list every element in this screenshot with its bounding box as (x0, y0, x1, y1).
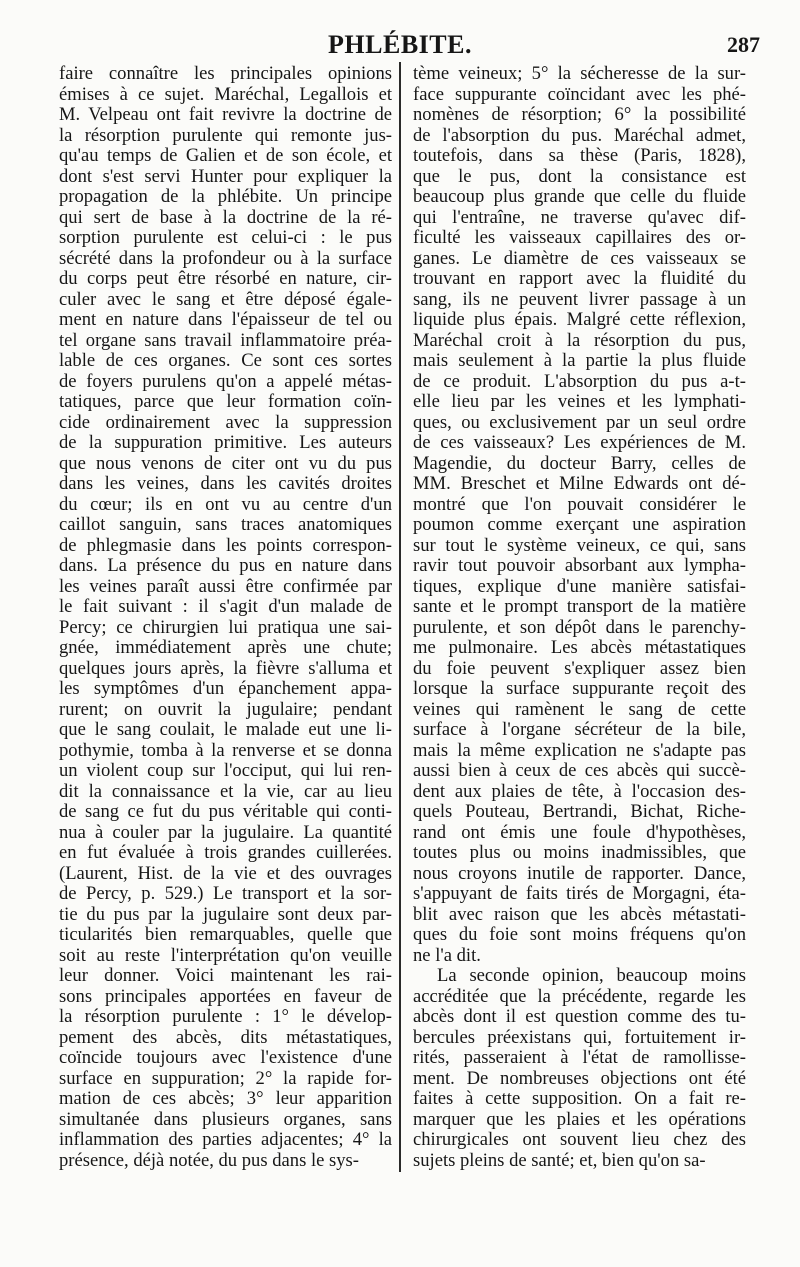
text-line: rités, passeraient à l'état de ramollisse- (413, 1048, 746, 1068)
text-line: la résorption purulente qui remonte jus- (59, 125, 392, 146)
text-line: qu'au temps de Galien et de son école, et (59, 146, 392, 166)
text-line: qui sert de base à la doctrine de la ré- (59, 207, 392, 228)
text-line: en fut évaluée à trois grandes cuillerées. (59, 843, 392, 863)
text-line: dans les veines, dans les cavités droites (59, 474, 392, 494)
text-line: tiques, explique d'une manière satisfai- (413, 576, 746, 597)
text-line: de Percy, p. 529.) Le transport et la sor- (59, 884, 392, 904)
text-line: Percy; ce chirurgien lui pratiqua une sai- (59, 617, 392, 638)
text-line: surface en suppuration; 2° la rapide for- (59, 1068, 392, 1089)
text-line: rurent; on ouvrit la jugulaire; pendant (59, 699, 392, 720)
text-line: abcès dont il est question comme des tu- (413, 1007, 746, 1027)
text-line: du corps peut être résorbé en nature, cir- (59, 269, 392, 289)
text-line: les veines paraît aussi être confirmée par (59, 576, 392, 597)
text-line: sante et le prompt transport de la matière (413, 597, 746, 617)
text-line: tie du pus par la jugulaire sont deux par- (59, 904, 392, 925)
text-line: sujets pleins de santé; et, bien qu'on sa- (413, 1150, 706, 1171)
text-line: mation de ces abcès; 3° leur apparition (59, 1089, 392, 1109)
text-line: ques du foie sont moins fréquens qu'on (413, 925, 746, 945)
left-text-column (59, 64, 392, 1171)
text-line: liquide plus épais. Malgré cette réflexion, (413, 310, 746, 330)
text-line: me pulmonaire. Les abcès métastatiques (413, 638, 746, 658)
text-line: sécrété dans la profondeur ou à la surface (59, 248, 392, 269)
text-line: présence, déjà notée, du pus dans le sys- (59, 1150, 359, 1171)
text-line: dont s'est servi Hunter pour expliquer la (59, 166, 392, 187)
text-line: (Laurent, Hist. de la vie et des ouvrages (59, 863, 392, 884)
text-line: lorsque la surface suppurante reçoit des (413, 679, 746, 699)
text-line: la résorption purulente : 1° le dévelop- (59, 1007, 392, 1027)
text-line: tème veineux; 5° la sécheresse de la sur- (413, 64, 746, 84)
text-line: que le pus, dont la consistance est (413, 166, 746, 187)
text-line: de ces vaisseaux? Les expériences de M. (413, 433, 746, 453)
text-line: faire connaître les principales opinions (59, 64, 392, 84)
text-line: sons principales apportées en faveur de (59, 986, 392, 1007)
text-line: gnée, immédiatement après une chute; (59, 638, 392, 658)
text-line: ment. De nombreuses objections ont été (413, 1068, 746, 1089)
text-line: blit avec raison que les abcès métastati- (413, 904, 746, 925)
running-title: PHLÉBITE. (328, 30, 472, 59)
text-line: culer avec le sang et être déposé égale- (59, 289, 392, 310)
text-line: ganes. Le diamètre de ces vaisseaux se (413, 248, 746, 269)
text-line: les symptômes d'un épanchement appa- (59, 679, 392, 699)
text-line: poumon comme exerçant une aspiration (413, 515, 746, 535)
text-line: dans. La présence du pus en nature dans (59, 556, 392, 576)
text-line: montré que l'on pouvait considérer le (413, 494, 746, 515)
text-line: de phlegmasie dans les points correspon- (59, 535, 392, 556)
text-line: nous croyons inutile de rapporter. Dance, (413, 863, 746, 884)
text-line: tatiques, parce que leur formation coïn- (59, 392, 392, 412)
page-number: 287 (727, 32, 760, 57)
text-line: Magendie, du docteur Barry, celles de (413, 453, 746, 474)
text-line: marquer que les plaies et les opérations (413, 1109, 746, 1130)
right-text-column (413, 64, 746, 1171)
text-line: quels Pouteau, Bertrandi, Bichat, Riche- (413, 802, 746, 822)
text-line: dent aux plaies de tête, à l'occasion des- (413, 781, 746, 802)
text-line: toutefois, dans sa thèse (Paris, 1828), (413, 146, 746, 166)
text-line: ticularités bien remarquables, quelle que (59, 925, 392, 945)
text-line: faites à cette supposition. On a fait re- (413, 1089, 746, 1109)
text-line: que le sang coulait, le malade eut une li- (59, 720, 392, 740)
text-line: purulente, et son dépôt dans le parenchy- (413, 617, 746, 638)
text-line: simultanée dans plusieurs organes, sans (59, 1109, 392, 1130)
text-line: sur tout le système veineux, ce qui, sans (413, 535, 746, 556)
text-line: que nous venons de citer ont vu du pus (59, 453, 392, 474)
text-line: de ce produit. L'absorption du pus a-t- (413, 371, 746, 392)
text-line: chirurgicales ont souvent lieu chez des (413, 1130, 746, 1150)
text-line: MM. Breschet et Milne Edwards ont dé- (413, 474, 746, 494)
text-line: rand ont émis une foule d'hypothèses, (413, 822, 746, 843)
text-line: cide ordinairement avec la suppression (59, 412, 392, 433)
text-line: toutes plus ou moins inadmissibles, que (413, 843, 746, 863)
text-line: aussi bien à ceux de ces abcès qui succè- (413, 761, 746, 781)
text-line: du foie peuvent s'expliquer assez bien (413, 658, 746, 679)
text-line: ne l'a dit. (413, 945, 481, 966)
text-line: de foyers purulens qu'on a appelé métas- (59, 371, 392, 392)
text-line: inflammation des parties adjacentes; 4° la (59, 1130, 392, 1150)
text-line: trouvant en rapport avec la fluidité du (413, 269, 746, 289)
text-line: mais la même explication ne s'adapte pas (413, 740, 746, 761)
text-line: quelques jours après, la fièvre s'alluma et (59, 658, 392, 679)
text-line: de l'absorption du pus. Maréchal admet, (413, 125, 746, 146)
text-line: un violent coup sur l'occiput, qui lui ren- (59, 761, 392, 781)
text-line: ficulté les vaisseaux capillaires des or- (413, 228, 746, 248)
text-line: nomènes de résorption; 6° la possibilité (413, 105, 746, 125)
text-line: de sang ce fut du pus véritable qui conti- (59, 802, 392, 822)
text-line: surface à l'organe sécréteur de la bile, (413, 720, 746, 740)
text-line: soit au reste l'interprétation qu'on veuille (59, 945, 392, 966)
text-line: pement des abcès, dits métastatiques, (59, 1027, 392, 1048)
text-line: qui l'entraîne, ne traverse qu'avec dif- (413, 207, 746, 228)
text-line: de la suppuration primitive. Les auteurs (59, 433, 392, 453)
text-line: sang, ils ne peuvent livrer passage à un (413, 289, 746, 310)
text-line: beaucoup plus grande que celle du fluide (413, 187, 746, 207)
text-line: pothymie, tomba à la renverse et se donna (59, 740, 392, 761)
running-head (0, 30, 800, 60)
text-line: La seconde opinion, beaucoup moins (437, 966, 746, 986)
text-line: leur donner. Voici maintenant les rai- (59, 966, 392, 986)
text-line: s'appuyant de faits tirés de Morgagni, éta- (413, 884, 746, 904)
text-line: M. Velpeau ont fait revivre la doctrine de (59, 105, 392, 125)
text-line: tel organe sans travail inflammatoire préa- (59, 330, 392, 351)
text-line: Maréchal croit à la résorption du pus, (413, 330, 746, 351)
text-line: émises à ce sujet. Maréchal, Legallois et (59, 84, 392, 105)
text-line: veines qui ramènent le sang de cette (413, 699, 746, 720)
column-divider (399, 62, 401, 1172)
text-line: le fait suivant : il s'agit d'un malade de (59, 597, 392, 617)
text-line: nua à couler par la jugulaire. La quantité (59, 822, 392, 843)
text-line: ment en nature dans l'épaisseur de tel ou (59, 310, 392, 330)
text-line: face suppurante coïncidant avec les phé- (413, 84, 746, 105)
text-line: bercules préexistans qui, fortuitement ir- (413, 1027, 746, 1048)
text-line: lable de ces organes. Ce sont ces sortes (59, 351, 392, 371)
text-line: ques, ou exclusivement par un seul ordre (413, 412, 746, 433)
text-line: accréditée que la précédente, regarde les (413, 986, 746, 1007)
text-line: elle lieu par les veines et les lymphati- (413, 392, 746, 412)
text-line: coïncide toujours avec l'existence d'une (59, 1048, 392, 1068)
text-line: ravir tout pouvoir absorbant aux lympha- (413, 556, 746, 576)
text-line: du cœur; ils en ont vu au centre d'un (59, 494, 392, 515)
text-line: caillot sanguin, sans traces anatomiques (59, 515, 392, 535)
text-line: dit la connaissance et la vie, car au lieu (59, 781, 392, 802)
text-line: mais seulement à la partie la plus fluide (413, 351, 746, 371)
text-line: propagation de la phlébite. Un principe (59, 187, 392, 207)
text-line: sorption purulente est celui-ci : le pus (59, 228, 392, 248)
